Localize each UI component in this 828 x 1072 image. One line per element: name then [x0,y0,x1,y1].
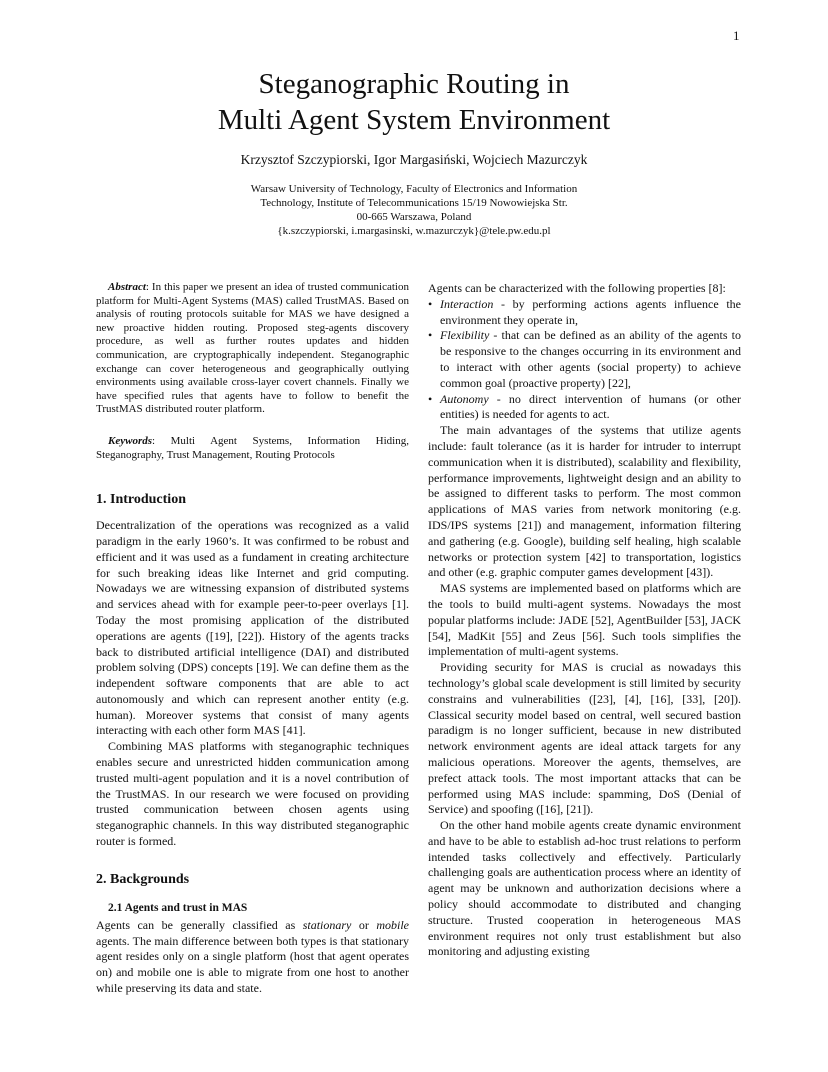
paper-title [0,66,828,138]
property-term: Autonomy [440,391,489,406]
bg-text-c: agents. The main difference between both types is that stationary agent resides only on a single platform (host that agent operates on) and mobile one is able to migrate from one host to another while preserving its data and state. [96,933,409,996]
security-paragraph: Providing security for MAS is crucial as nowadays this technology’s global scale development is still limited by security constrains and vulnerabilities ([23], [4], [16], [33], [20]). Classical security model based on central, well secured bastion paradigm is no longer sufficient, because in new distributed network environment agents are ideal attack targets for any malicious operations. Moreover the agents, themselves, are prefect attack tools. The most important attacks that can be performed using MAS include: spamming, DoS (Denial of Service) and spoofing ([16], [21]). [428,660,741,817]
platforms-paragraph: MAS systems are implemented based on platforms which are the tools to build multi-agent systems. Nowadays the most popular platforms include: JADE [52], AgentBuilder [53], JACK [54], MadKit [55] and Zeus [56]. Such tools simplifies the implementation of multi-agent systems. [428,581,741,659]
abstract-label: Abstract [108,281,146,293]
agent-properties-list [428,297,741,423]
bullet-icon: • [428,391,433,406]
intro-paragraph-2: Combining MAS platforms with steganographic techniques enables secure and unrestricted hidden communication among trusted multi-agent population and it is a novel contribution of the TrustMAS. In our research we were focused on providing trusted communication between chosen agents using steganographic channels. In this way distributed steganographic router is formed. [96,739,409,849]
affiliation-line-1: Warsaw University of Technology, Faculty of Electronics and Information [250,183,578,195]
keywords-label: Keywords [108,434,152,447]
bg-text-a: Agents can be generally classified as [96,917,303,932]
affiliation-line-2: Technology, Institute of Telecommunications 15/19 Nowowiejska Str. [260,197,568,209]
bg-text-b: or [351,917,377,932]
abstract-text: : In this paper we present an idea of trusted communication platform for Multi-Agent Systems (MAS) called TrustMAS. Based on analysis of routing protocols suitable for MAS we have designed a new proactive hidden routing. Proposed steg-agents discovery procedure, as well as further routes updates and hidden communication, are cryptographically independent. Steganographic exchange can cover heterogeneous and geographically outlying environments using available cross-layer covert channels. Finally we have specified rules that agents have to follow to benefit the TrustMAS distributed router platform. [96,281,409,416]
property-term: Interaction [440,296,494,311]
keywords-text: : Multi Agent Systems, Information Hiding, Steganography, Trust Management, Routing Protocols [96,434,409,461]
mobile-agents-paragraph: On the other hand mobile agents create dynamic environment and have to be able to establish ad-hoc trust relations to perform intended tasks collectively and effectively. Particularly challenging goals are authentication process where an identity of agent may be unknown and authorization decisions where a policy should accommodate to distributed and changing structure. Trusted cooperation in heterogeneous MAS environment requires not only trust establishment but also monitoring and adjusting existing [428,818,741,959]
bullet-icon: • [428,296,433,311]
affiliation [0,182,828,238]
advantages-paragraph: The main advantages of the systems that utilize agents include: fault tolerance (as it is harder for intruder to interrupt communication when it is distributed), scalability and flexibility, performance improvements, lightweight design and an ability to be assigned to different tasks to perform. The most common applications of MAS varies from network monitoring (e.g. IDS/IPS systems [21]) and management, information filtering and gathering (e.g. Google), building self healing, high scalable networks or protection system [42] to transportation, logistics and other (e.g. graphic computer games development [43]). [428,423,741,580]
section-heading-backgrounds: 2. Backgrounds [96,871,190,887]
right-column [428,281,741,960]
author-emails: {k.szczypiorski, i.margasinski, w.mazurczyk}@tele.pw.edu.pl [277,225,551,237]
property-text: - that can be defined as an ability of the agents to be responsive to the changes occurring in its environment and to interact with other agents (social property) to achieve common goal (proactive property) [22], [440,328,741,390]
properties-intro: Agents can be characterized with the following properties [8]: [428,281,726,295]
bullet-icon: • [428,328,433,343]
list-item [428,392,741,424]
property-text: - no direct intervention of humans (or other entities) is needed for agents to act. [440,391,741,422]
title-line-1: Steganographic Routing in [258,68,570,100]
bg-term-mobile: mobile [376,917,409,932]
property-term: Flexibility [440,328,490,343]
list-item [428,328,741,391]
page-number: 1 [733,28,740,43]
backgrounds-paragraph-1 [96,918,409,997]
property-text: - by performing actions agents influence the environment they operate in, [440,296,741,327]
section-heading-introduction: 1. Introduction [96,492,186,508]
abstract [96,281,409,417]
list-item [428,297,741,329]
authors: Krzysztof Szczypiorski, Igor Margasiński, Wojciech Mazurczyk [240,152,588,167]
intro-paragraph-1: Decentralization of the operations was recognized as a valid paradigm in the early 1960’s. It was confirmed to be robust and efficient and it was used as a fundament in creating architecture for such breaking ideas like Internet and grid computing. Nowadays we are witnessing expansion of distributed systems and services ahead with for example peer-to-peer overlays [1]. Today the most promising application of the distributed operations are agents ([19], [22]). History of the agents tracks back to distributed artificial intelligence (DAI) and distributed problem solving (DPS) concepts [19]. We can define them as the independent software components that are able to act autonomously and which can represent another entity (e.g. human). Moreover systems that consist of many agents interacting with each other form MAS [41]. [96,518,409,738]
bg-term-stationary: stationary [302,917,352,932]
subsection-heading-agents-trust: 2.1 Agents and trust in MAS [108,901,248,914]
title-line-2: Multi Agent System Environment [217,104,611,136]
affiliation-line-3: 00-665 Warszawa, Poland [356,211,472,223]
keywords [96,435,409,462]
left-column [96,281,409,997]
